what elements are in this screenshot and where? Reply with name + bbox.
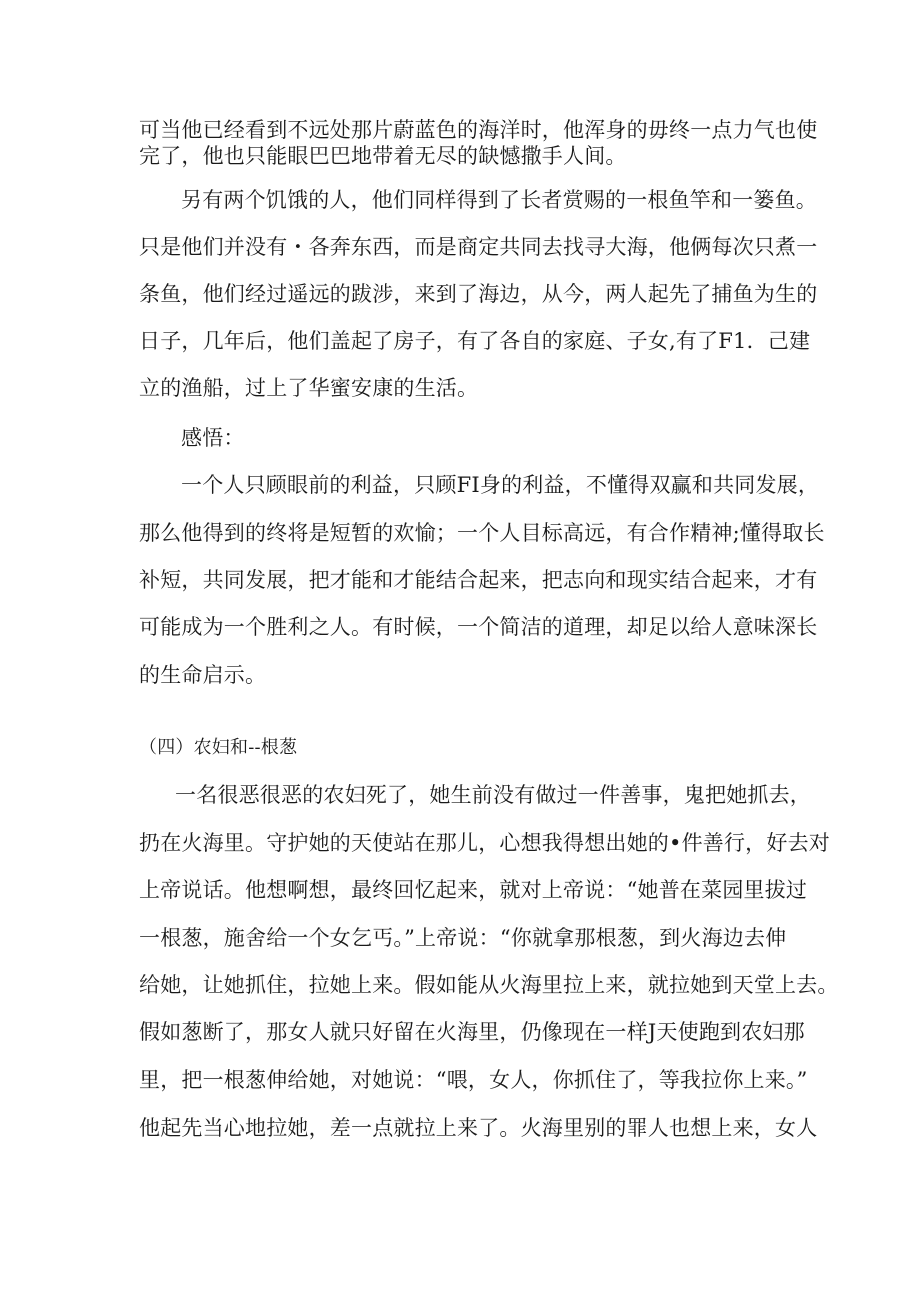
paragraph-line: 只是他们并没有・各奔东西，而是商定共同去找寻大海，他俩每次只煮一	[139, 235, 818, 259]
paragraph-line: 的生命启示。	[139, 663, 267, 687]
section-heading: （四）农妇和--根葱	[139, 737, 298, 758]
paragraph-line: 里，把一根葱伸给她，对她说：“喂，女人，你抓住了，等我拉你上来。”	[139, 1068, 808, 1092]
paragraph-line: 条鱼，他们经过遥远的跋涉，来到了海边，从今，两人起先了捕鱼为生的	[139, 282, 818, 306]
paragraph-line: 日子，几年后，他们盖起了房子，有了各自的家庭、子女,有了F1．己建	[139, 329, 811, 353]
paragraph-line: 一根葱，施舍给一个女乞丐。”上帝说：“你就拿那根葱，到火海边去伸	[139, 926, 787, 950]
paragraph-line: 完了，他也只能眼巴巴地带着无尽的缺憾撒手人间。	[139, 144, 627, 168]
paragraph-line: 一名很恶很恶的农妇死了，她生前没有做过一件善事，鬼把她抓去，	[175, 783, 811, 807]
paragraph-line: 补短，共同发展，把才能和才能结合起来，把志向和现实结合起来，才有	[139, 568, 818, 592]
paragraph-line: 扔在火海里。守护她的天使站在那儿，心想我得想出她的•件善行，好去对	[139, 831, 830, 855]
paragraph-line: 给她，让她抓住，拉她上来。假如能从火海里拉上来，就拉她到天堂上去。	[139, 973, 839, 997]
paragraph-line: 立的渔船，过上了华蜜安康的生活。	[139, 376, 479, 400]
paragraph-line: 上帝说话。他想啊想，最终回忆起来，就对上帝说：“她普在菜园里拔过	[139, 878, 808, 902]
paragraph-line: 另有两个饥饿的人，他们同样得到了长者赏赐的一根鱼竿和一篓鱼。	[181, 188, 817, 212]
section-label: 感悟：	[181, 426, 245, 450]
paragraph-line: 那么他得到的终将是短暂的欢愉；一个人目标高远，有合作精神;懂得取长	[139, 521, 825, 545]
paragraph-line: 可当他已经看到不远处那片蔚蓝色的海洋时，他浑身的毋终一点力气也使	[139, 118, 818, 142]
paragraph-line: 他起先当心地拉她，差一点就拉上来了。火海里别的罪人也想上来，女人	[139, 1116, 818, 1140]
paragraph-line: 假如葱断了，那女人就只好留在火海里，仍像现在一样J天使跑到农妇那	[139, 1020, 805, 1044]
paragraph-line: 一个人只顾眼前的利益，只顾FI身的利益，不懂得双赢和共同发展，	[181, 473, 820, 497]
paragraph-line: 可能成为一个胜利之人。有时候，一个简洁的道理，却足以给人意味深长	[139, 615, 818, 639]
